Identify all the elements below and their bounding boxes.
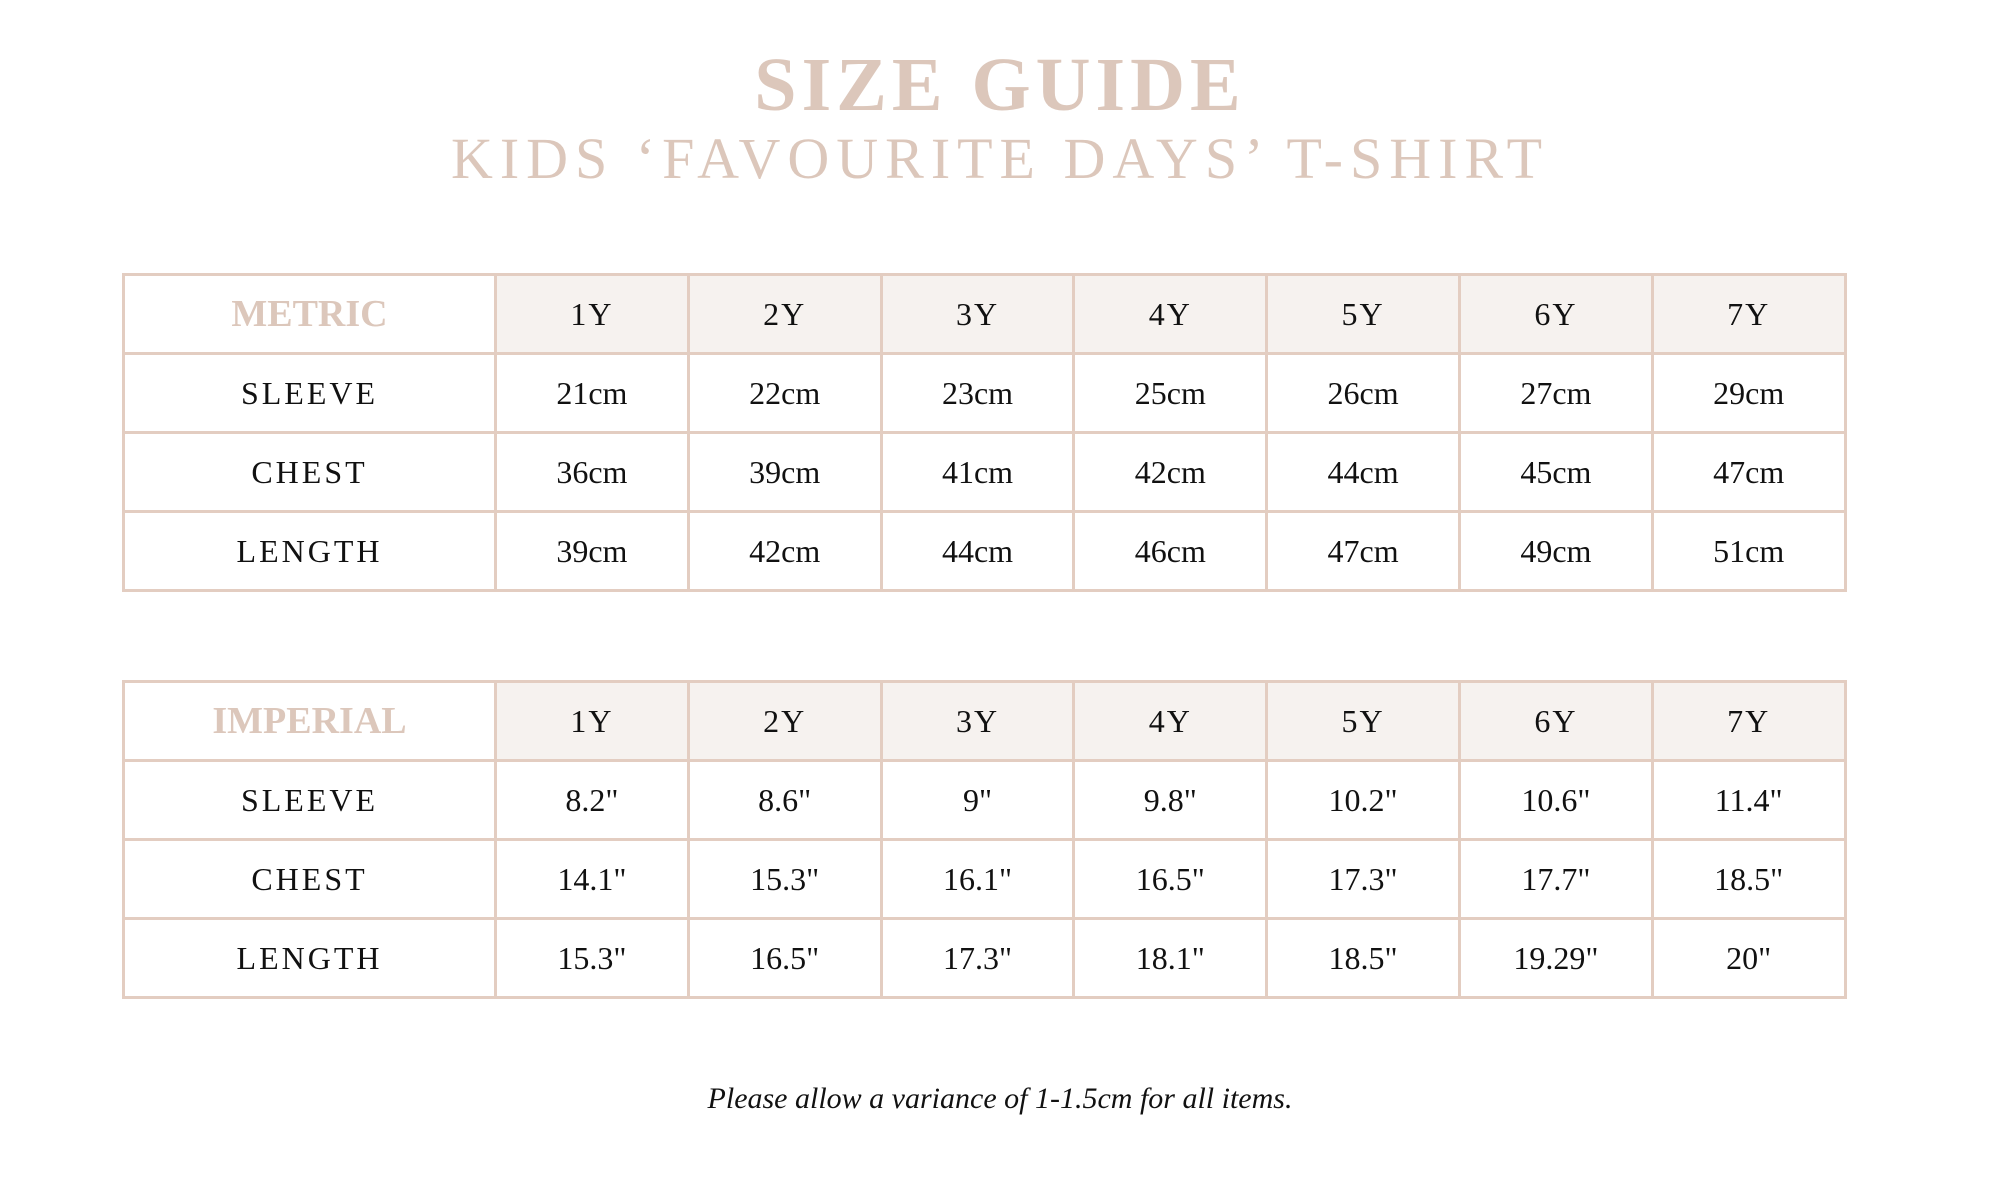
table-cell: 16.5" bbox=[688, 919, 881, 998]
page-title: SIZE GUIDE bbox=[754, 43, 1246, 127]
table-cell: 29cm bbox=[1652, 354, 1845, 433]
table-cell: 8.2" bbox=[496, 761, 689, 840]
size-header-2y: 2Y bbox=[688, 275, 881, 354]
size-header-6y: 6Y bbox=[1459, 682, 1652, 761]
table-cell: 39cm bbox=[688, 433, 881, 512]
table-cell: 18.5" bbox=[1652, 840, 1845, 919]
table-header-row bbox=[124, 682, 1846, 761]
size-header-5y: 5Y bbox=[1267, 275, 1460, 354]
table-cell: 46cm bbox=[1074, 512, 1267, 591]
table-row bbox=[124, 919, 1846, 998]
table-cell: 10.6" bbox=[1459, 761, 1652, 840]
table-cell: 49cm bbox=[1459, 512, 1652, 591]
size-header-1y: 1Y bbox=[496, 682, 689, 761]
size-header-5y: 5Y bbox=[1267, 682, 1460, 761]
table-cell: 10.2" bbox=[1267, 761, 1460, 840]
table-cell: 8.6" bbox=[688, 761, 881, 840]
table-cell: 21cm bbox=[496, 354, 689, 433]
table-cell: 26cm bbox=[1267, 354, 1460, 433]
table-row bbox=[124, 512, 1846, 591]
table-cell: 18.5" bbox=[1267, 919, 1460, 998]
table-cell: 16.1" bbox=[881, 840, 1074, 919]
table-row bbox=[124, 354, 1846, 433]
table-row bbox=[124, 433, 1846, 512]
table-cell: 16.5" bbox=[1074, 840, 1267, 919]
table-cell: 47cm bbox=[1267, 512, 1460, 591]
row-label-length: LENGTH bbox=[124, 919, 496, 998]
table-cell: 25cm bbox=[1074, 354, 1267, 433]
table-cell: 51cm bbox=[1652, 512, 1845, 591]
size-header-4y: 4Y bbox=[1074, 682, 1267, 761]
metric-unit-label: METRIC bbox=[124, 275, 496, 354]
row-label-length: LENGTH bbox=[124, 512, 496, 591]
table-cell: 14.1" bbox=[496, 840, 689, 919]
table-cell: 15.3" bbox=[688, 840, 881, 919]
table-cell: 9.8" bbox=[1074, 761, 1267, 840]
imperial-unit-label: IMPERIAL bbox=[124, 682, 496, 761]
table-cell: 11.4" bbox=[1652, 761, 1845, 840]
table-cell: 41cm bbox=[881, 433, 1074, 512]
table-cell: 42cm bbox=[1074, 433, 1267, 512]
table-cell: 44cm bbox=[881, 512, 1074, 591]
table-cell: 47cm bbox=[1652, 433, 1845, 512]
row-label-sleeve: SLEEVE bbox=[124, 354, 496, 433]
row-label-sleeve: SLEEVE bbox=[124, 761, 496, 840]
size-header-1y: 1Y bbox=[496, 275, 689, 354]
table-cell: 18.1" bbox=[1074, 919, 1267, 998]
page-subtitle: KIDS ‘FAVOURITE DAYS’ T-SHIRT bbox=[450, 126, 1550, 191]
size-header-4y: 4Y bbox=[1074, 275, 1267, 354]
table-cell: 17.7" bbox=[1459, 840, 1652, 919]
table-cell: 17.3" bbox=[1267, 840, 1460, 919]
table-cell: 17.3" bbox=[881, 919, 1074, 998]
size-header-6y: 6Y bbox=[1459, 275, 1652, 354]
table-cell: 22cm bbox=[688, 354, 881, 433]
size-header-2y: 2Y bbox=[688, 682, 881, 761]
table-cell: 20" bbox=[1652, 919, 1845, 998]
variance-footnote: Please allow a variance of 1-1.5cm for all items. bbox=[707, 1082, 1293, 1115]
table-cell: 44cm bbox=[1267, 433, 1460, 512]
size-header-7y: 7Y bbox=[1652, 682, 1845, 761]
table-cell: 45cm bbox=[1459, 433, 1652, 512]
table-header-row bbox=[124, 275, 1846, 354]
table-row bbox=[124, 761, 1846, 840]
table-cell: 15.3" bbox=[496, 919, 689, 998]
table-cell: 19.29" bbox=[1459, 919, 1652, 998]
row-label-chest: CHEST bbox=[124, 433, 496, 512]
size-header-7y: 7Y bbox=[1652, 275, 1845, 354]
imperial-size-table bbox=[122, 680, 1847, 999]
table-cell: 9" bbox=[881, 761, 1074, 840]
table-cell: 36cm bbox=[496, 433, 689, 512]
size-header-3y: 3Y bbox=[881, 275, 1074, 354]
row-label-chest: CHEST bbox=[124, 840, 496, 919]
table-cell: 27cm bbox=[1459, 354, 1652, 433]
metric-size-table bbox=[122, 273, 1847, 592]
size-header-3y: 3Y bbox=[881, 682, 1074, 761]
table-cell: 42cm bbox=[688, 512, 881, 591]
table-row bbox=[124, 840, 1846, 919]
table-cell: 39cm bbox=[496, 512, 689, 591]
table-cell: 23cm bbox=[881, 354, 1074, 433]
